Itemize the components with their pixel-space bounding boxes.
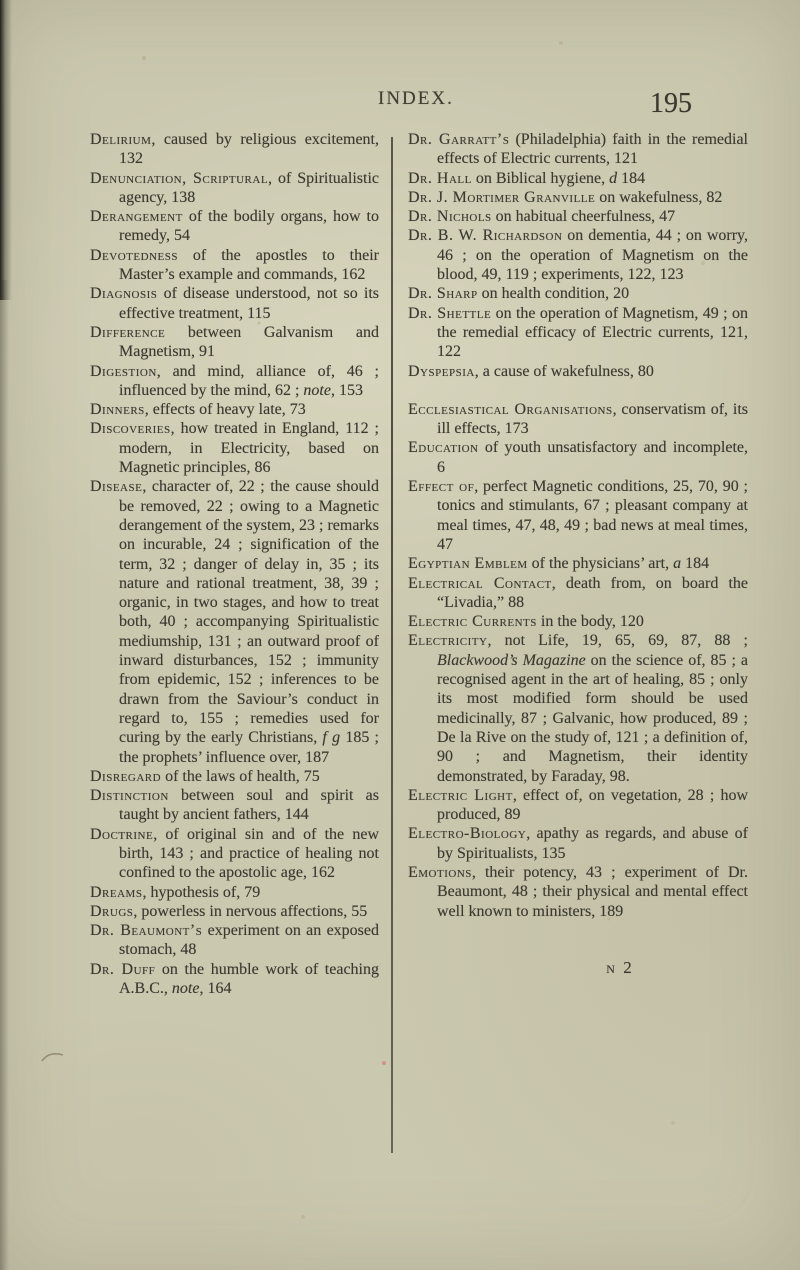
index-column-right [408, 130, 748, 977]
entry-term: Disregard [90, 767, 162, 785]
index-entry: Electrical Contact, death from, on board the “Livadia,” 88 [408, 574, 748, 611]
entry-term: Devotedness [90, 246, 178, 264]
index-entry: Electric Currents in the body, 120 [408, 613, 644, 631]
index-entry: Derangement of the bodily organs, how to remedy, 54 [90, 208, 379, 245]
entry-term: Dr. Shettle [408, 304, 492, 322]
index-entry: Dr. J. Mortimer Granville on wakefulness, 82 [408, 188, 723, 206]
entry-term: Electric Light [408, 786, 513, 804]
index-entry: Egyptian Emblem of the physicians’ art, a 184 [408, 555, 710, 573]
page-number: 195 [650, 88, 692, 119]
entry-term: Electro-Biology [408, 825, 527, 843]
index-entry: Dr. Hall on Biblical hygiene, d 184 [408, 169, 646, 187]
entry-term: Distinction [90, 787, 169, 805]
index-entry: Doctrine, of original sin and of the new birth, 143 ; and practice of healing not confined to the apostolic age, 162 [90, 825, 379, 882]
page-title: INDEX. [378, 88, 454, 109]
index-entry: Drugs, powerless in nervous affections, 55 [90, 902, 368, 920]
index-entry: Dyspepsia, a cause of wakefulness, 80 [408, 362, 654, 380]
entry-term: Diagnosis [90, 285, 158, 303]
index-entry: Electro-Biology, apathy as regards, and abuse of by Spiritualists, 135 [408, 825, 748, 862]
index-entry: Dr. Beaumont’s experiment on an exposed stomach, 48 [90, 922, 379, 959]
entry-term: Electric Currents [408, 613, 537, 631]
index-entry: Dr. Shettle on the operation of Magnetism, 49 ; on the remedial efficacy of Electric currents, 121, 122 [408, 304, 748, 361]
index-entry: Education of youth unsatisfactory and incomplete, 6 [408, 439, 748, 476]
index-entry: Dr. Nichols on habitual cheerfulness, 47 [408, 208, 676, 226]
entry-term: Dr. Duff [90, 960, 156, 978]
index-entry: Ecclesiastical Organisations, conservatism of, its ill effects, 173 [408, 400, 748, 438]
entry-term: Dinners [90, 401, 145, 419]
index-entry: Dr. Duff on the humble work of teaching A.B.C., note, 164 [90, 960, 379, 998]
index-entry: Disease, character of, 22 ; the cause should be removed, 22 ; owing to a Magnetic derangement of the system, 23 ; remarks on incurable, 24 ; signification of the term, 32 ; danger of delay in, 35 ; its nature and rational treatment, 38, 39 ; organic, in two stages, and how to treat both, 40 ; accompanying Spiritualistic mediumship, 131 ; an outward proof of inward disturbances, 152 ; immunity from epidemic, 152 ; inferences to be drawn from the Saviour’s conduct in regard to, 155 ; remedies used for curing by the early Christians, f g 185 ; the prophets’ influence over, 187 [90, 478, 379, 766]
entry-term: Education [408, 439, 479, 457]
entry-term: Derangement [90, 208, 183, 226]
index-entry: Dreams, hypothesis of, 79 [90, 883, 261, 901]
index-entry: Disregard of the laws of health, 75 [90, 767, 320, 785]
paper-specks [0, 0, 2, 2]
index-entry: Dr. B. W. Richardson on dementia, 44 ; on worry, 46 ; on the operation of Magnetism on the blood, 49, 119 ; experiments, 122, 123 [408, 227, 748, 284]
entry-term: Electrical Contact [408, 574, 552, 592]
scan-edge-shadow-bottom [0, 280, 9, 1270]
index-entry: Diagnosis of disease understood, not so its effective treatment, 115 [90, 285, 379, 322]
entry-term: Dr. B. W. Richardson [408, 227, 563, 245]
index-entry: Effect of, perfect Magnetic conditions, 25, 70, 90 ; tonics and stimulants, 67 ; pleasant company at meal times, 47, 48, 49 ; bad news at meal times, 47 [408, 478, 748, 553]
entry-term: Effect of [408, 478, 475, 496]
index-column-left [90, 130, 379, 998]
entry-term: Doctrine [90, 825, 154, 843]
entry-term: Delirium [90, 131, 152, 148]
index-entry: Discoveries, how treated in England, 112 ; modern, in Electricity, based on Magnetic principles, 86 [90, 420, 379, 477]
entry-term: Emotions [408, 863, 472, 881]
index-entry: Difference between Galvanism and Magnetism, 91 [90, 323, 379, 361]
index-entry: Distinction between soul and spirit as taught by ancient fathers, 144 [90, 787, 379, 824]
entry-term: Discoveries [90, 420, 171, 438]
index-entry: Devotedness of the apostles to their Master’s example and commands, 162 [90, 246, 379, 284]
index-entry: Dr. Sharp on health condition, 20 [408, 285, 630, 303]
pen-mark [40, 1048, 66, 1066]
printer-signature: n 2 [606, 957, 634, 977]
index-entry: Denunciation, Scriptural, of Spiritualistic agency, 138 [90, 169, 379, 206]
entry-term: Dr. Hall [408, 169, 472, 187]
entry-term: Denunciation, Scriptural [90, 169, 269, 187]
entry-term: Dr. J. Mortimer Granville [408, 188, 596, 206]
index-entry: Dinners, effects of heavy late, 73 [90, 401, 306, 419]
entry-term: Difference [90, 323, 166, 341]
index-entry: Dr. Garratt’s (Philadelphia) faith in the remedial effects of Electric currents, 121 [408, 131, 748, 168]
entry-term: Dyspepsia [408, 362, 475, 380]
index-entry: Digestion, and mind, alliance of, 46 ; influenced by the mind, 62 ; note, 153 [90, 362, 379, 399]
index-entry: Emotions, their potency, 43 ; experiment of Dr. Beaumont, 48 ; their physical and mental effect well known to ministers, 189 [408, 863, 748, 920]
index-entry: Electricity, not Life, 19, 65, 69, 87, 88 ; Blackwood’s Magazine on the science of, 85 ; a recognised agent in the art of healing, 85 ; only its most modified form should be used medicinally, 87 ; Galvanic, how produced, 89 ; De la Rive on the study of, 121 ; a definition of, 90 ; and Magnetism, their identity demonstrated, by Faraday, 98. [408, 632, 749, 785]
index-entry: Delirium, caused by religious excitement, 132 [90, 131, 379, 168]
entry-term: Electricity [408, 632, 488, 650]
entry-term: Dr. Garratt’s [408, 131, 510, 148]
column-divider [391, 137, 393, 1153]
entry-term: Ecclesiastical Organisations [408, 400, 613, 418]
entry-term: Dr. Beaumont’s [90, 922, 203, 940]
entry-term: Egyptian Emblem [408, 555, 528, 573]
entry-term: Disease [90, 478, 143, 496]
entry-term: Dr. Nichols [408, 208, 492, 226]
entry-term: Digestion [90, 362, 157, 380]
entry-term: Dreams [90, 883, 143, 901]
entry-term: Dr. Sharp [408, 285, 478, 303]
index-entry: Electric Light, effect of, on vegetation, 28 ; how produced, 89 [408, 786, 748, 824]
entry-term: Drugs [90, 902, 134, 920]
scan-edge-shadow-top [0, 0, 12, 300]
